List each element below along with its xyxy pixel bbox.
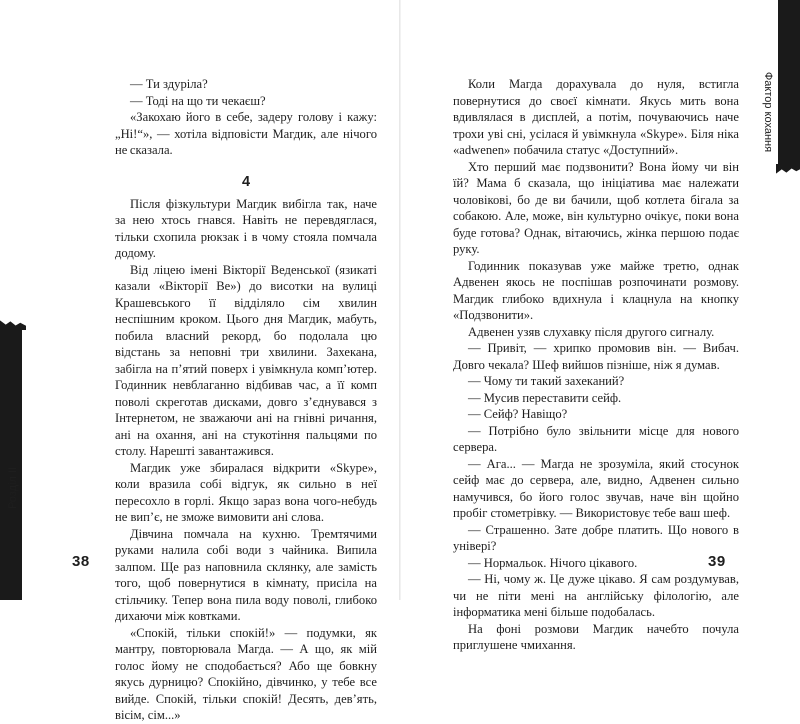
book-gutter — [399, 0, 401, 600]
paragraph: Після фізкультури Магдик вибігла так, наче за нею хтось гнався. Навіть не перевдяглася, тільки схопила рюкзак і в чому стояла помчала додому. — [115, 196, 377, 260]
right-edge-marker — [778, 0, 800, 168]
section-label: Розділ II — [7, 466, 19, 510]
paragraph: — Мусив переставити сейф. — [468, 390, 622, 405]
paragraph: Годинник показував уже майже третю, однак Адвенен якось не поспішав розпочинати розмову. Магдик глибоко вдихнула і клацнула на кнопку «Подзвонити». — [453, 258, 739, 322]
book-title-label: Фактор кохання — [762, 71, 774, 153]
right-edge-marker-rough — [776, 164, 800, 176]
paragraph: Магдик уже збиралася відкрити «Skype», коли вразила собі відгук, як сильно в неї пересохло в горлі. Якщо зараз вона чого-небудь не вип’є, не зможе вимовити ані слова. — [115, 460, 377, 524]
paragraph: — Тоді на що ти чекаєш? — [130, 93, 266, 108]
paragraph: Від ліцею імені Вікторії Веденської (язикаті казали «Вікторії Ве») до висотки на вулиці Крашевського її відділяло сім хвилин неспішним кроком. Цього дня Магдик, мабуть, побила власний рекорд, бо подолала цю відстань за неповні три хвилини. Захекана, забігла на п’ятий поверх і увімкнула комп’ютер. Годинник невблаганно відбивав час, а її комп поволі скреготав дисками, довго з’єднувався з Інтернетом, не зважаючи ані на гнівні ричання, ані на охання, ані на стукотіння пальцями по столу. Нарешті завантажився. — [115, 262, 377, 458]
paragraph: На фоні розмови Магдик начебто почула приглушене чмихання. — [453, 621, 739, 652]
paragraph: «Закохаю його в себе, задеру голову і кажу: „Ні!“», — хотіла відповісти Магдик, але нічого не сказала. — [115, 110, 377, 157]
paragraph: — Нормальок. Нічого цікавого. — [468, 555, 638, 570]
paragraph: — Страшенно. Зате добре платить. Що нового в універі? — [453, 522, 739, 553]
left-page-text — [115, 76, 377, 724]
left-edge-marker — [0, 330, 22, 600]
paragraph: — Ні, чому ж. Це дуже цікаво. Я сам роздумував, чи не піти мені на англійську філологію, але інформатика мені більше подобалась. — [453, 572, 739, 619]
paragraph: — Привіт, — хрипко промовив він. — Вибач. Довго чекала? Шеф вийшов пізніше, ніж я думав. — [453, 341, 739, 372]
page-number-right: 39 — [708, 553, 726, 570]
paragraph: — Потрібно було звільнити місце для нового сервера. — [453, 423, 739, 454]
paragraph: Коли Магда дорахувала до нуля, встигла повернутися до своєї кімнати. Якусь мить вона вдивлялася в дисплей, а потім, почуваючись наче трохи уві сні, усілася й увімкнула «Skype». Біля ніка «adwenen» побачила статус «Доступний». — [453, 77, 739, 157]
paragraph: Дівчина помчала на кухню. Тремтячими руками налила собі води з чайника. Випила залпом. Ще раз наповнила склянку, але замість того, щоб повернутися в кімнату, присіла на стільчику. Тепер вона пила воду поволі, глибоко дихаючи між ковтками. — [115, 526, 377, 623]
paragraph: — Ага... — Магда не зрозуміла, який стосунок сейф має до сервера, але, видно, Адвенен сильно намучився, бо його голос звучав, наче він щойно пробіг стометрівку. — Використовує тебе ваш шеф. — [453, 456, 739, 520]
paragraph: — Чому ти такий захеканий? — [468, 374, 625, 388]
chapter-number: 4 — [241, 173, 251, 190]
page-number-left: 38 — [72, 553, 90, 570]
left-edge-marker-rough — [0, 318, 26, 330]
paragraph: — Сейф? Навіщо? — [468, 407, 568, 421]
right-page-text — [453, 76, 739, 654]
paragraph: Хто перший має подзвонити? Вона йому чи він їй? Мама б сказала, що ініціатива має належати чоловікові, бо де ви бачили, щоб котлета бігала за собакою. Але, може, він культурно очікує, поки вона буде готова? Однак, вітаючись, жінка першою подає руку. — [453, 159, 739, 256]
paragraph: «Спокій, тільки спокій!» — подумки, як мантру, повторювала Магда. — А що, як мій голос йому не сподобається? Або ще бовкну якусь дурницю? Спокійно, дівчинко, у тебе все вийде. Спокій, тільки спокій! Десять, дев’ять, вісім, сім...» — [115, 625, 377, 722]
paragraph: — Ти здуріла? — [130, 77, 208, 91]
paragraph: Адвенен узяв слухавку після другого сигналу. — [468, 324, 715, 339]
